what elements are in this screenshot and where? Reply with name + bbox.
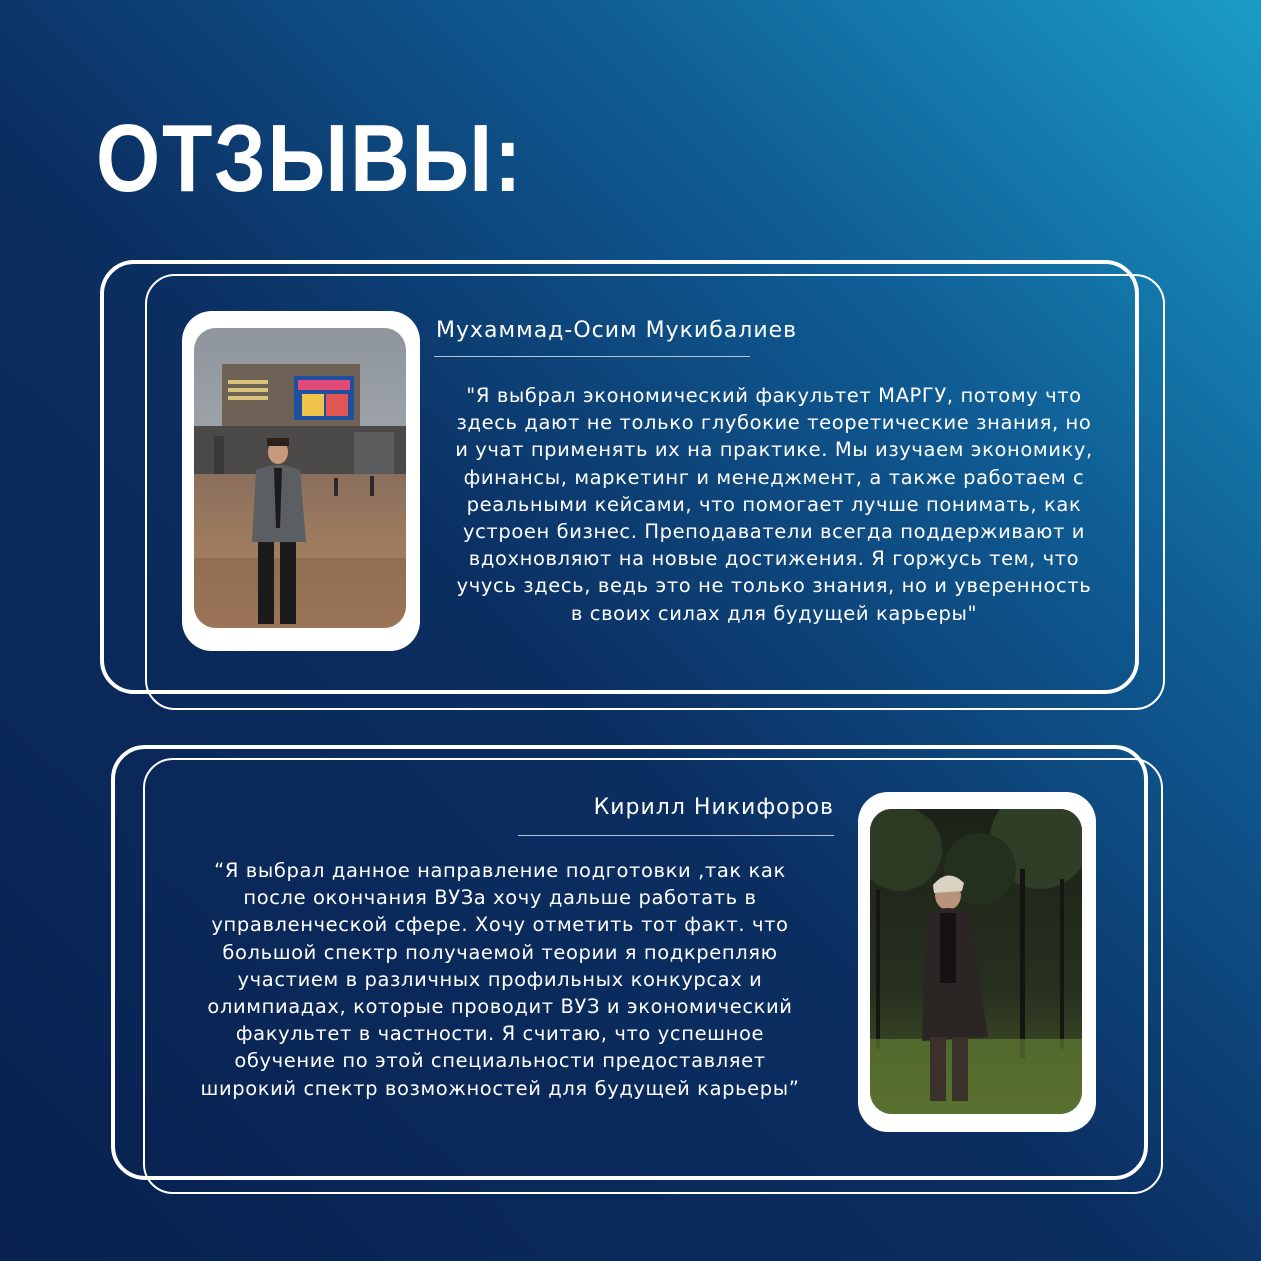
page-title: ОТЗЫВЫ: (96, 105, 524, 212)
review-2-quote-line: участием в различных профильных конкурсах и (237, 967, 763, 991)
review-1-quote-line: реальными кейсами, что помогает лучше понимать, как (466, 492, 1082, 516)
review-2-quote-line: обучение по этой специальности предоставляет (234, 1049, 766, 1073)
review-1-quote-line: учусь здесь, ведь это не только знания, но и уверенность (456, 574, 1092, 598)
review-2-name-divider (518, 835, 834, 836)
student-portrait-image (194, 328, 406, 628)
review-2-quote-line: после окончания ВУЗа хочу дальше работать в (243, 886, 757, 910)
review-1-name-divider (434, 356, 750, 357)
review-2-quote-line: олимпиадах, которые проводит ВУЗ и экономический (207, 995, 793, 1019)
review-2-photo-card (858, 792, 1096, 1132)
review-1-quote-line: устроен бизнес. Преподаватели всегда поддерживают и (462, 520, 1086, 544)
review-1-photo (194, 328, 406, 628)
review-2-quote (160, 857, 840, 1102)
review-1-quote-line: вдохновляют на новые достижения. Я горжусь тем, что (468, 547, 1080, 571)
review-2-quote-line: “Я выбрал данное направление подготовки ,так как (214, 859, 786, 882)
review-2-photo (870, 809, 1082, 1114)
review-1-quote-line: и учат применять их на практике. Мы изучаем экономику, (455, 438, 1093, 462)
review-2-quote-line: большой спектр получаемой теории я подкрепляю (222, 940, 778, 964)
review-1-photo-card (182, 311, 420, 651)
review-1-quote-line: финансы, маркетинг и менеджмент, а также работаем с (463, 465, 1085, 489)
review-1-quote-line: здесь дают не только глубокие теоретические знания, но (456, 411, 1092, 435)
student-portrait-image (870, 809, 1082, 1114)
review-2-quote-line: факультет в частности. Я считаю, что успешное (235, 1022, 765, 1046)
review-2-quote-line: управленческой сфере. Хочу отметить тот факт. что (211, 913, 789, 937)
review-2-author-name: Кирилл Никифоров (593, 795, 834, 820)
review-2-quote-line: широкий спектр возможностей для будущей карьеры” (200, 1076, 800, 1100)
review-1-quote (432, 382, 1116, 627)
review-1-quote-line: в своих силах для будущей карьеры" (570, 601, 978, 625)
review-1-quote-line: "Я выбрал экономический факультет МАРГУ, потому что (466, 384, 1082, 407)
review-1-author-name: Мухаммад-Осим Мукибалиев (436, 318, 798, 343)
